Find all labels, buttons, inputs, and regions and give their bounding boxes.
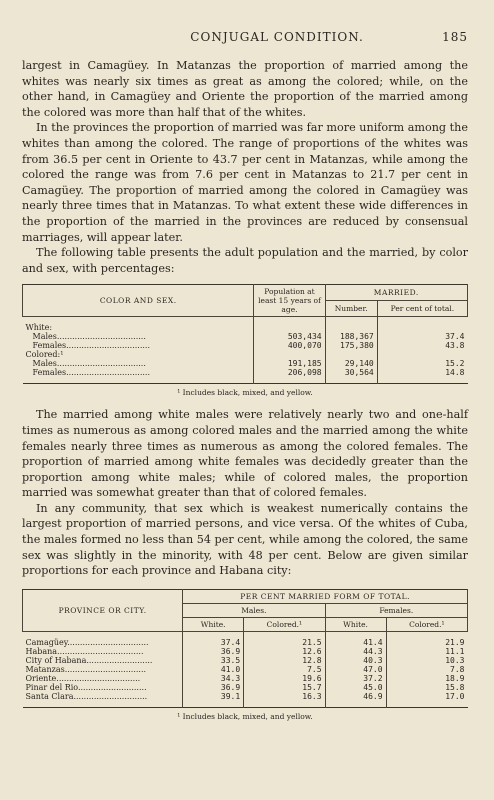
table-header-white: White.	[183, 617, 244, 631]
paragraph-3: The following table presents the adult population and the married, by color and sex, with percentages:	[22, 246, 468, 275]
table-row	[23, 368, 468, 377]
table-row: Camagüey................................ 37.4 21.5 41.4 21.9	[23, 638, 468, 647]
province-label: Santa Clara.............................	[25, 691, 148, 701]
married-percent: 15.2	[377, 359, 467, 368]
population-value: 503,434	[254, 332, 325, 341]
row-label: Males...................................	[32, 332, 146, 342]
table-row	[23, 359, 468, 368]
province-label: Oriente.................................	[25, 673, 141, 683]
paragraph-1: largest in Camagüey. In Matanzas the proportion of married among the whites was nearly six times as great as among the colored; while, on the other hand, in Camagüey and Oriente the proportion of the married among the colored was more than half that of the whites.	[22, 59, 468, 119]
row-label: White:	[25, 323, 53, 333]
province-label: Matanzas................................	[25, 664, 147, 674]
row-label: Colored:¹	[25, 350, 64, 360]
table-row	[23, 350, 468, 359]
table-row: City of Habana.......................... 33.5 12.8 40.3 10.3	[23, 656, 468, 665]
row-label: Females.................................	[32, 341, 151, 351]
married-percent: 37.4	[377, 332, 467, 341]
table-header-females: Females.	[325, 603, 467, 617]
table-header-colored: Colored.¹	[244, 617, 325, 631]
married-number: 175,380	[325, 341, 377, 350]
table-row: Oriente................................. 34.3 19.6 37.2 18.9	[23, 674, 468, 683]
table-header-population: Population at least 15 years of age.	[254, 285, 325, 317]
married-percent: 43.8	[377, 341, 467, 350]
table-married-by-province	[22, 589, 468, 708]
table2-footnote: ¹ Includes black, mixed, and yellow.	[177, 711, 313, 721]
table-row: Pinar del Rio........................... 36.9 15.7 45.0 15.8	[23, 683, 468, 692]
paragraph-4: The married among white males were relatively nearly two and one-half times as numerous as among colored males and the married among the white females nearly three times as numerous as among the colored females. The proportion of married among white females was decidedly greater than the proportion among white males; while of colored males, the proportion married was somewhat greater than that of colored females.	[22, 408, 468, 500]
table-header-province: PROVINCE OR CITY.	[23, 589, 183, 631]
married-number: 29,140	[325, 359, 377, 368]
population-value: 191,185	[254, 359, 325, 368]
table-row	[23, 341, 468, 350]
paragraph-2: In the provinces the proportion of married was far more uniform among the whites than among the colored. The range of proportions of the whites was from 36.5 per cent in Oriente to 43.7 per cent in Matanzas, while among the colored the range was from 7.6 per cent in Matanzas to 21.7 per cent in Camagüey. The proportion of married among the colored in Camagüey was nearly three times that in Matanzas. To what extent these wide differences in the proportion of the married in the provinces are reduced by consensual marriages, will appear later.	[22, 121, 468, 244]
province-label: Pinar del Rio...........................	[25, 682, 147, 692]
table-header-males: Males.	[183, 603, 325, 617]
table-header-number: Number.	[325, 301, 377, 317]
province-label: Camagüey................................	[25, 637, 149, 647]
population-value: 400,070	[254, 341, 325, 350]
table-header-per-cent: Per cent of total.	[377, 301, 467, 317]
table-row: Matanzas................................ 41.0 7.5 47.0 7.8	[23, 665, 468, 674]
table-header-married: MARRIED.	[325, 285, 467, 301]
table-row	[23, 332, 468, 341]
paragraph-5: In any community, that sex which is weakest numerically contains the largest proportion of married persons, and vice versa. Of the whites of Cuba, the males formed no less than 54 per cent, while among the colored, the same sex was slightly in the minority, with 48 per cent. Below are given similar proportions for each province and Habana city:	[22, 501, 468, 578]
table-header-per-cent-married: PER CENT MARRIED FORM OF TOTAL.	[183, 589, 468, 603]
married-percent: 14.8	[377, 368, 467, 377]
row-label: Females.................................	[32, 368, 151, 378]
table-row	[23, 323, 468, 332]
table-adult-population-married	[22, 284, 468, 384]
married-number: 188,367	[325, 332, 377, 341]
table-header-white: White.	[325, 617, 386, 631]
table1-footnote: ¹ Includes black, mixed, and yellow.	[177, 388, 313, 398]
table-row: Habana.................................. 36.9 12.6 44.3 11.1	[23, 647, 468, 656]
running-head	[22, 30, 468, 44]
table-header-color-sex: COLOR AND SEX.	[23, 285, 254, 317]
table-header-colored: Colored.¹	[386, 617, 467, 631]
table-row: Santa Clara............................. 39.1 16.3 46.9 17.0	[23, 692, 468, 701]
population-value: 206,098	[254, 368, 325, 377]
married-number: 30,564	[325, 368, 377, 377]
province-label: City of Habana..........................	[25, 655, 153, 665]
row-label: Males...................................	[32, 359, 146, 369]
page-header-title: CONJUGAL CONDITION.	[190, 30, 364, 44]
province-label: Habana..................................	[25, 646, 144, 656]
page-number: 185	[442, 30, 468, 44]
